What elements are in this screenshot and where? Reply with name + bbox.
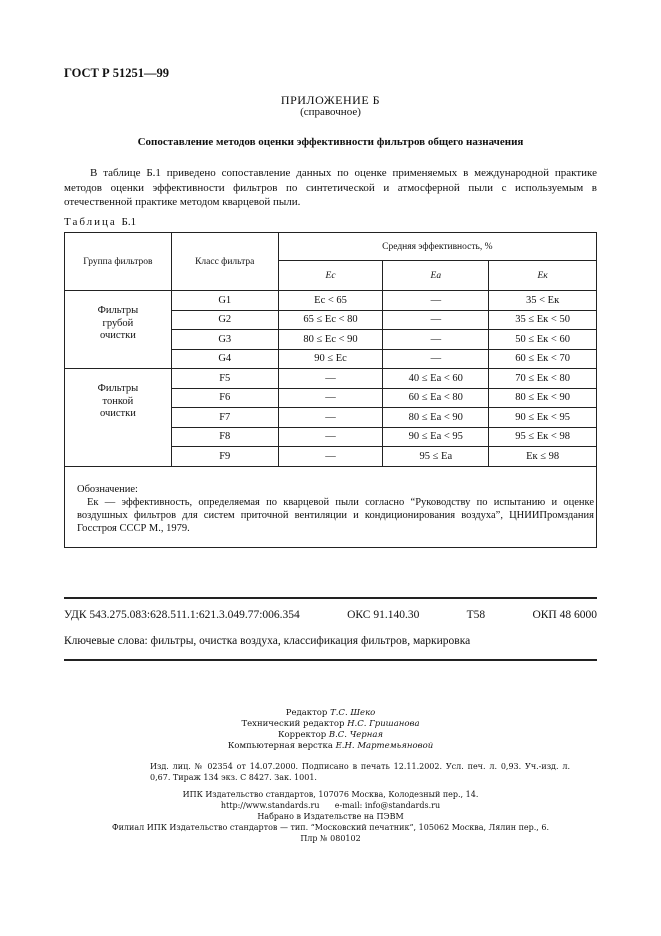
cell-ea: 60 ≤ Eа < 80 (383, 388, 489, 408)
document-code: ГОСТ Р 51251—99 (64, 66, 170, 80)
editor-name: Т.С. Шеко (330, 708, 376, 718)
intro-paragraph: В таблице Б.1 приведено сопоставление данных по оценке применяемых в международной практике методов оценки эффективности фильтров по синтетической и атмосферной пыли с используемым в отечественной практике методом кварцевой пыли. (64, 167, 597, 208)
credit-tech-editor (0, 719, 661, 729)
okp-code: ОКП 48 6000 (532, 609, 597, 621)
cell-ec: — (278, 388, 383, 408)
layout-name: Е.Н. Мартемьяновой (335, 741, 434, 751)
annex-title: ПРИЛОЖЕНИЕ Б (280, 93, 381, 107)
divider-top (64, 597, 597, 599)
cell-class: G4 (171, 349, 278, 369)
cell-ea: — (383, 310, 489, 330)
cell-ec: — (278, 408, 383, 428)
cell-class: G1 (171, 291, 278, 311)
header-class: Класс фильтра (171, 233, 278, 291)
cell-class: F8 (171, 427, 278, 447)
publisher-block (0, 789, 661, 844)
table-caption-number: Б.1 (121, 216, 137, 228)
credit-editor (0, 708, 661, 718)
credit-corrector (0, 730, 661, 740)
cell-ec: 90 ≤ Eс (278, 349, 383, 369)
cell-ek: 35 ≤ Eк < 50 (489, 310, 597, 330)
cell-ec: — (278, 369, 383, 389)
group-name-line: Фильтры (97, 305, 139, 316)
table-row (65, 291, 597, 311)
tech-editor-label: Технический редактор (241, 719, 345, 729)
group-name-line: Фильтры (97, 383, 139, 394)
section-title: Сопоставление методов оценки эффективности фильтров общего назначения (137, 136, 524, 148)
cell-class: G2 (171, 310, 278, 330)
table-row (65, 369, 597, 389)
divider-bottom (64, 659, 597, 661)
cell-class: F9 (171, 447, 278, 467)
imprint: Изд. лиц. № 02354 от 14.07.2000. Подписано в печать 12.11.2002. Усл. печ. л. 0,93. Уч.-изд. л. 0,67. Тираж 134 экз. С 8427. Зак. 1001. (150, 762, 570, 782)
cell-ea: — (383, 291, 489, 311)
oks-code: ОКС 91.140.30 (347, 609, 420, 621)
cell-ek: 35 < Eк (489, 291, 597, 311)
publisher-line: Филиал ИПК Издательство стандартов — тип. “Московский печатник”, 105062 Москва, Лялин пер., 6. (111, 823, 550, 832)
cell-ek: 80 ≤ Eк < 90 (489, 388, 597, 408)
note-text: Eк — эффективность, определяемая по кварцевой пыли согласно “Руководству по испытанию и оценке воздушных фильтров для систем приточной вентиляции и кондиционирования воздуха”, ЦНИИПромздания Госстроя СССР М., 1979. (77, 496, 594, 534)
header-group: Группа фильтров (65, 233, 172, 291)
cell-ea: 80 ≤ Eа < 90 (383, 408, 489, 428)
cell-ea: — (383, 330, 489, 350)
cell-ek: 70 ≤ Eк < 80 (489, 369, 597, 389)
group-name-line: очистки (99, 330, 136, 341)
header-ea: Ea (383, 261, 489, 291)
udk-code: УДК 543.275.083:628.511.1:621.3.049.77:006.354 (64, 609, 300, 621)
cell-class: F7 (171, 408, 278, 428)
cell-ec: — (278, 427, 383, 447)
cell-ec: Eс < 65 (278, 291, 383, 311)
tech-editor-name: Н.С. Гришанова (347, 719, 420, 729)
editor-label: Редактор (285, 708, 328, 718)
layout-label: Компьютерная верстка (227, 741, 333, 751)
cell-ek: 95 ≤ Eк < 98 (489, 427, 597, 447)
cell-class: F6 (171, 388, 278, 408)
group-fine (65, 369, 172, 467)
cell-ek: 60 ≤ Eк < 70 (489, 349, 597, 369)
cell-ek: 50 ≤ Eк < 60 (489, 330, 597, 350)
group-name-line: грубой (102, 317, 134, 329)
cell-class: F5 (171, 369, 278, 389)
publisher-line: Плр № 080102 (300, 834, 361, 843)
keywords: Ключевые слова: фильтры, очистка воздуха, классификация фильтров, маркировка (64, 635, 471, 647)
group-name-line: тонкой (102, 395, 134, 407)
corrector-label: Корректор (277, 730, 327, 740)
group-coarse (65, 291, 172, 369)
publisher-line: http://www.standards.ru e-mail: info@standards.ru (220, 801, 441, 810)
cell-ea: 90 ≤ Eа < 95 (383, 427, 489, 447)
classification-row (64, 609, 597, 621)
credit-layout (0, 741, 661, 751)
publisher-line: Набрано в Издательстве на ПЭВМ (257, 812, 404, 821)
cell-ec: 80 ≤ Eс < 90 (278, 330, 383, 350)
publisher-line: ИПК Издательство стандартов, 107076 Москва, Колодезный пер., 14. (182, 790, 479, 799)
cell-ea: — (383, 349, 489, 369)
cell-ea: 40 ≤ Eа < 60 (383, 369, 489, 389)
header-efficiency: Средняя эффективность, % (278, 233, 596, 261)
table-note (65, 466, 597, 547)
header-ec: Ec (278, 261, 383, 291)
t-code: Т58 (466, 609, 486, 621)
note-title: Обозначение: (77, 483, 138, 495)
cell-ea: 95 ≤ Eа (383, 447, 489, 467)
cell-ec: — (278, 447, 383, 467)
table-caption-label: Таблица (64, 216, 117, 228)
cell-ec: 65 ≤ Eс < 80 (278, 310, 383, 330)
efficiency-table (64, 232, 597, 548)
group-name-line: очистки (99, 408, 136, 419)
header-ek: Eк (489, 261, 597, 291)
annex-subtitle: (справочное) (300, 106, 361, 118)
table-caption (64, 216, 136, 228)
cell-class: G3 (171, 330, 278, 350)
cell-ek: 90 ≤ Eк < 95 (489, 408, 597, 428)
cell-ek: Eк ≤ 98 (489, 447, 597, 467)
corrector-name: В.С. Черная (328, 730, 384, 740)
